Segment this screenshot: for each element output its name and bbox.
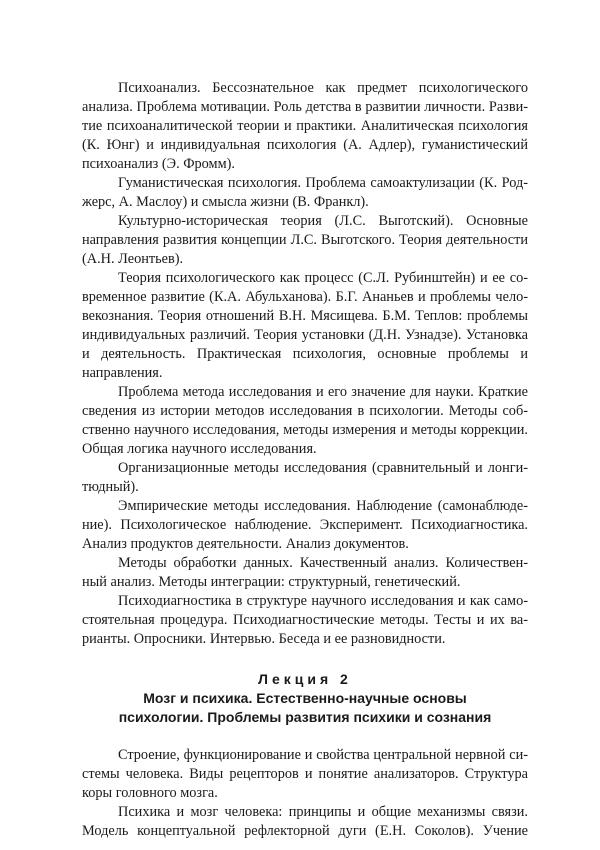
text-line: Общая логика научного исследования. bbox=[82, 441, 317, 457]
text-line: временное развитие (К.А. Абульханова). Б.Г. Ананьев и проблемы чело- bbox=[82, 289, 528, 305]
text-line: Строение, функционирование и свойства центральной нервной си- bbox=[118, 747, 528, 763]
text-line: Теория психологического как процесс (С.Л. Рубинштейн) и ее со- bbox=[118, 270, 528, 286]
text-line: и деятельность. Практическая психология, основные проблемы и bbox=[82, 346, 528, 362]
text-line: тие психоаналитической теории и практики. Аналитическая психология bbox=[82, 118, 528, 134]
text-line: стоятельная процедура. Психодиагностические методы. Тесты и их ва- bbox=[82, 612, 528, 628]
text-line: Психоанализ. Бессознательное как предмет психологического bbox=[118, 80, 528, 96]
text-line: тюдный). bbox=[82, 479, 139, 495]
text-line: Анализ продуктов деятельности. Анализ документов. bbox=[82, 536, 409, 552]
text-line: психоанализ (Э. Фромм). bbox=[82, 156, 235, 172]
text-line: Психика и мозг человека: принципы и общие механизмы связи. bbox=[118, 804, 528, 820]
text-line: Гуманистическая психология. Проблема самоактулизации (К. Род- bbox=[118, 175, 528, 191]
text-line: Культурно-историческая теория (Л.С. Выготский). Основные bbox=[118, 213, 528, 229]
text-line: Эмпирические методы исследования. Наблюдение (самонаблюде- bbox=[118, 498, 528, 514]
text-line: направления развития концепции Л.С. Выготского. Теория деятельности bbox=[82, 232, 528, 248]
text-line: ственно научного исследования, методы измерения и методы коррекции. bbox=[82, 422, 528, 438]
text-line: Модель концептуальной рефлекторной дуги (Е.Н. Соколов). Учение bbox=[82, 823, 528, 839]
text-line: направления. bbox=[82, 365, 163, 381]
lecture-title-line-1: Мозг и психика. Естественно-научные основы bbox=[143, 690, 467, 706]
text-line: индивидуальных различий. Теория установки (Д.Н. Узнадзе). Установка bbox=[82, 327, 528, 343]
text-line: Организационные методы исследования (сравнительный и лонги- bbox=[118, 460, 528, 476]
text-line: Проблема метода исследования и его значение для науки. Краткие bbox=[118, 384, 528, 400]
text-line: стемы человека. Виды рецепторов и понятие анализаторов. Структура bbox=[82, 766, 528, 782]
text-line: ние). Психологическое наблюдение. Эксперимент. Психодиагностика. bbox=[82, 517, 528, 533]
text-line: анализа. Проблема мотивации. Роль детства в развитии личности. Разви- bbox=[82, 99, 528, 115]
text-line: сведения из истории методов исследования в психологии. Методы соб- bbox=[82, 403, 528, 419]
text-line: ный анализ. Методы интеграции: структурный, генетический. bbox=[82, 574, 461, 590]
text-line: коры головного мозга. bbox=[82, 785, 218, 801]
text-line: векознания. Теория отношений В.Н. Мясищева. Б.М. Теплов: проблемы bbox=[82, 308, 528, 324]
text-line: Психодиагностика в структуре научного исследования и как само- bbox=[118, 593, 528, 609]
text-line: (К. Юнг) и индивидуальная психология (А. Адлер), гуманистический bbox=[82, 137, 528, 153]
text-line: рианты. Опросники. Интервью. Беседа и ее разновидности. bbox=[82, 631, 446, 647]
lecture-title-line-2: психологии. Проблемы развития психики и сознания bbox=[118, 709, 492, 725]
text-line: (А.Н. Леонтьев). bbox=[82, 251, 184, 267]
text-line: жерс, А. Маслоу) и смысла жизни (В. Франкл). bbox=[82, 194, 369, 210]
text-line: Методы обработки данных. Качественный анализ. Количествен- bbox=[118, 555, 528, 571]
lecture-label: Лекция 2 bbox=[258, 671, 352, 687]
